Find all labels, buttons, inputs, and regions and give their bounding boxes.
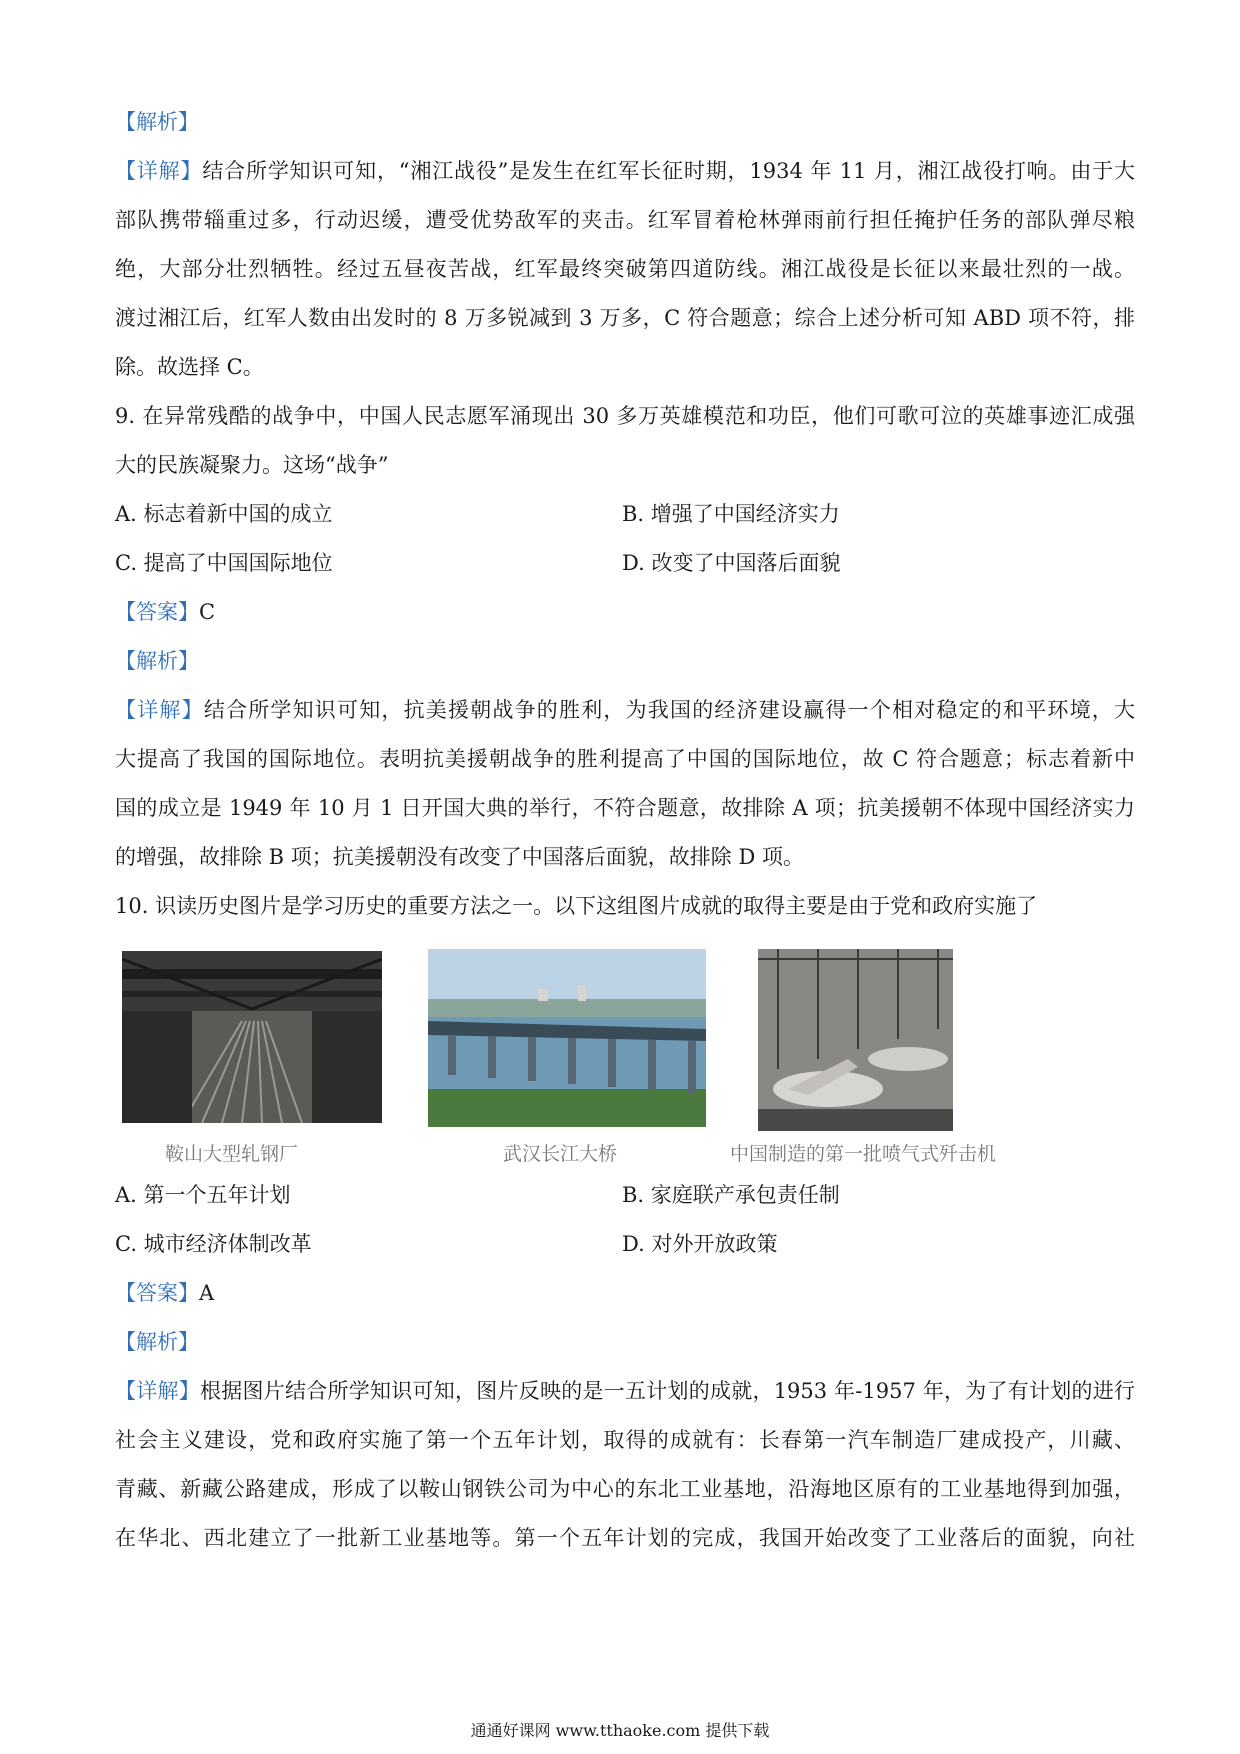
q8-detail-line: 除。故选择 C。 <box>115 355 264 379</box>
q10-figures <box>115 931 1135 1165</box>
q10-detail-line: 青藏、新藏公路建成，形成了以鞍山钢铁公司为中心的东北工业基地，沿海地区原有的工业基地得到加强， <box>115 1477 1135 1501</box>
q9-stem-line: 大的民族凝聚力。这场“战争” <box>115 453 389 477</box>
page-footer: 通通好课网 www.tthaoke.com 提供下载 <box>470 1721 770 1740</box>
analysis-tag: 【解析】 <box>115 1330 199 1354</box>
answer-tag: 【答案】 <box>115 600 199 624</box>
steel-mill-photo <box>122 951 382 1123</box>
q8-detail-line: 【详解】结合所学知识可知，“湘江战役”是发生在红军长征时期，1934 年 11 月，湘江战役打响。由于大 <box>115 159 1135 183</box>
figure-caption: 武汉长江大桥 <box>503 1143 618 1165</box>
q10-option-a: A. 第一个五年计划 <box>115 1183 291 1207</box>
figure-caption: 中国制造的第一批喷气式歼击机 <box>730 1143 997 1165</box>
q8-detail-line: 渡过湘江后，红军人数由出发时的 8 万多锐减到 3 万多，C 符合题意；综合上述分析可知 ABD 项不符，排 <box>115 306 1135 330</box>
q8-detail-line: 绝，大部分壮烈牺牲。经过五昼夜苦战，红军最终突破第四道防线。湘江战役是长征以来最壮烈的一战。 <box>115 257 1135 281</box>
q9-analysis-heading <box>115 637 1135 686</box>
q9-stem-line: 9. 在异常残酷的战争中，中国人民志愿军涌现出 30 多万英雄模范和功臣，他们可歌可泣的英雄事迹汇成强 <box>115 404 1135 428</box>
q9-option-c: C. 提高了中国国际地位 <box>115 551 333 575</box>
q10-options-row <box>115 1220 1135 1269</box>
q8-detail-line: 部队携带辎重过多，行动迟缓，遭受优势敌军的夹击。红军冒着枪林弹雨前行担任掩护任务的部队弹尽粮 <box>115 208 1135 232</box>
q9-option-d: D. 改变了中国落后面貌 <box>622 551 841 575</box>
jet-fighter-photo <box>758 949 953 1131</box>
answer-value: C <box>199 600 216 624</box>
answer-tag: 【答案】 <box>115 1281 199 1305</box>
q9-option-b: B. 增强了中国经济实力 <box>622 502 840 526</box>
q10-option-b: B. 家庭联产承包责任制 <box>622 1183 840 1207</box>
detail-tag: 【详解】 <box>115 698 204 722</box>
q9-detail-line: 大提高了我国的国际地位。表明抗美援朝战争的胜利提高了中国的国际地位，故 C 符合题意；标志着新中 <box>115 747 1135 771</box>
q9-options-row <box>115 539 1135 588</box>
analysis-tag: 【解析】 <box>115 110 199 134</box>
q10-stem: 10. 识读历史图片是学习历史的重要方法之一。以下这组图片成就的取得主要是由于党和政府实施了 <box>115 894 1038 918</box>
q10-option-d: D. 对外开放政策 <box>622 1232 778 1256</box>
q10-detail-line: 【详解】根据图片结合所学知识可知，图片反映的是一五计划的成就，1953 年-1957 年，为了有计划的进行 <box>115 1379 1135 1403</box>
q9-options-row <box>115 490 1135 539</box>
analysis-tag: 【解析】 <box>115 649 199 673</box>
q9-detail-line: 【详解】结合所学知识可知，抗美援朝战争的胜利，为我国的经济建设赢得一个相对稳定的和平环境，大 <box>115 698 1136 722</box>
q10-detail-line: 在华北、西北建立了一批新工业基地等。第一个五年计划的完成，我国开始改变了工业落后的面貌，向社 <box>115 1526 1135 1550</box>
q9-answer <box>115 588 1135 637</box>
q9-detail-line: 的增强，故排除 B 项；抗美援朝没有改变了中国落后面貌，故排除 D 项。 <box>115 845 804 869</box>
q10-detail-line: 社会主义建设，党和政府实施了第一个五年计划，取得的成就有：长春第一汽车制造厂建成投产，川藏、 <box>115 1428 1135 1452</box>
wuhan-bridge-photo <box>428 949 706 1127</box>
answer-value: A <box>199 1281 215 1305</box>
q10-answer <box>115 1269 1135 1318</box>
q8-analysis-heading <box>115 98 1135 147</box>
q10-option-c: C. 城市经济体制改革 <box>115 1232 312 1256</box>
detail-tag: 【详解】 <box>115 1379 200 1403</box>
q9-option-a: A. 标志着新中国的成立 <box>115 502 333 526</box>
q10-analysis-heading <box>115 1318 1135 1367</box>
detail-tag: 【详解】 <box>115 159 203 183</box>
page-content <box>115 98 1135 1563</box>
figure-caption: 鞍山大型轧钢厂 <box>165 1143 299 1165</box>
q10-options-row <box>115 1171 1135 1220</box>
q9-detail-line: 国的成立是 1949 年 10 月 1 日开国大典的举行，不符合题意，故排除 A 项；抗美援朝不体现中国经济实力 <box>115 796 1135 820</box>
